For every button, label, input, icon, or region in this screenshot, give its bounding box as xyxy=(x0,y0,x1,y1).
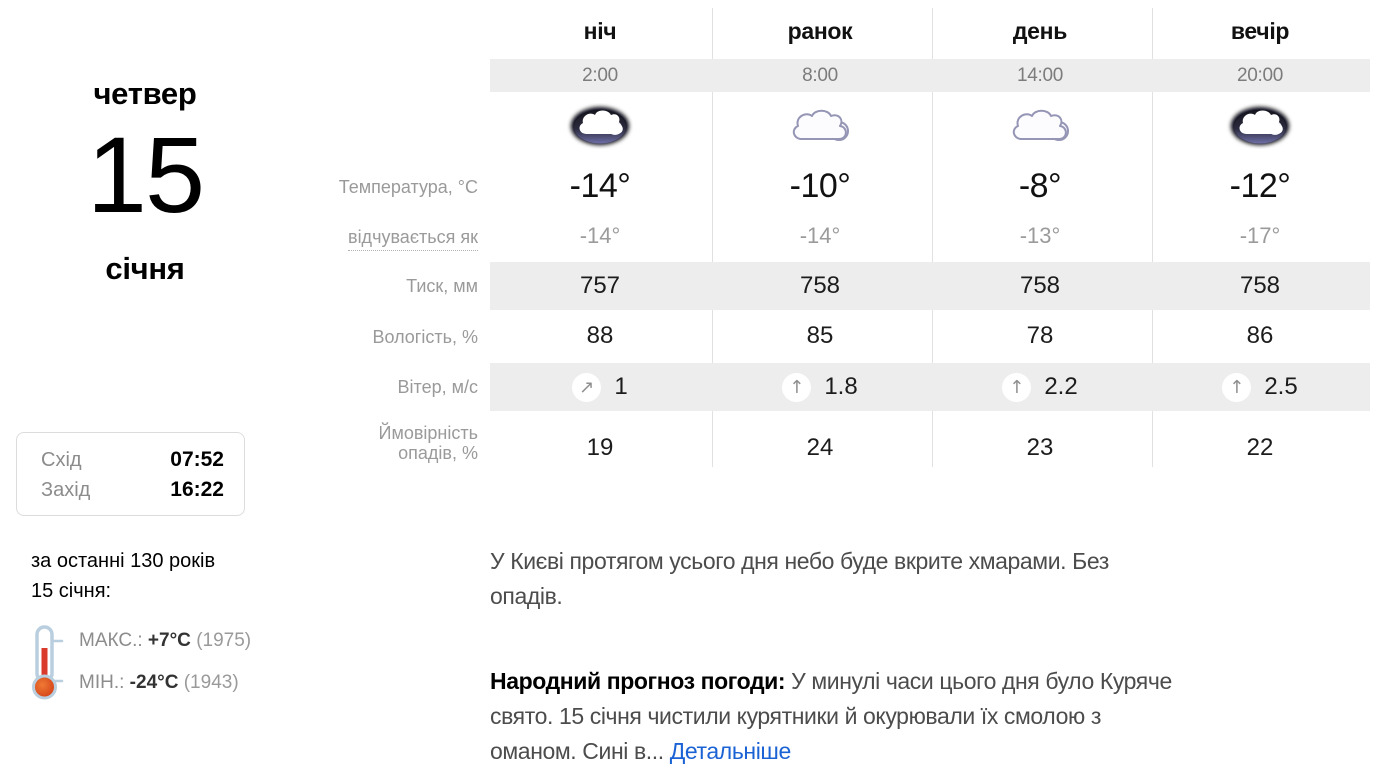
thermometer-icon xyxy=(27,624,65,702)
time-cell: 20:00 xyxy=(1236,65,1284,86)
period-cell-night: ніч xyxy=(583,18,617,44)
temperature-cell: -14° xyxy=(569,167,631,205)
time-cell: 2:00 xyxy=(582,65,618,86)
record-max-year: (1975) xyxy=(196,630,252,651)
date-panel xyxy=(0,78,290,284)
details-link[interactable]: Детальніше xyxy=(669,738,791,764)
folk-forecast-line2: свято. 15 січня чистили курятники й окурювали їх смолою з xyxy=(490,703,1101,729)
records-intro-line2: 15 січня: xyxy=(31,580,112,602)
folk-forecast-label: Народний прогноз погоди: xyxy=(490,668,786,694)
historical-records xyxy=(31,546,251,714)
precipitation-cell: 24 xyxy=(806,434,834,461)
precipitation-row-label-line2: опадів, % xyxy=(398,443,478,463)
sunset-label: Захід xyxy=(41,479,91,501)
pressure-cell: 758 xyxy=(1019,272,1061,299)
record-max-label: МАКС.: xyxy=(79,630,143,651)
precipitation-row xyxy=(490,411,1370,468)
period-cell-morning: ранок xyxy=(787,18,853,44)
wind-cell xyxy=(490,363,710,411)
record-min-label: МІН.: xyxy=(79,672,125,693)
precipitation-cell: 23 xyxy=(1026,434,1054,461)
day-number: 15 xyxy=(86,114,204,235)
humidity-row-label: Вологість, % xyxy=(372,327,478,347)
wind-cell xyxy=(1150,363,1370,411)
wind-direction-badge xyxy=(1002,373,1031,402)
record-min-value: -24°C xyxy=(129,672,179,693)
temperature-row xyxy=(490,160,1370,215)
wind-direction-icon: ↑ xyxy=(1009,376,1025,398)
weekday-label: четвер xyxy=(93,76,197,111)
period-row xyxy=(490,0,1370,59)
feels-like-cell: -14° xyxy=(579,223,621,248)
records-intro-line1: за останні 130 років xyxy=(31,550,216,572)
wind-direction-icon: ↗ xyxy=(579,376,595,398)
record-rows xyxy=(31,630,251,693)
feels-like-row xyxy=(490,215,1370,262)
feels-like-cell: -13° xyxy=(1019,223,1061,248)
pressure-row-label: Тиск, мм xyxy=(406,276,478,296)
feels-like-cell: -14° xyxy=(799,223,841,248)
wind-speed-value: 2.2 xyxy=(1044,373,1078,400)
temperature-row-label: Температура, °С xyxy=(338,177,478,197)
day-summary-line2: опадів. xyxy=(490,583,563,609)
record-min-year: (1943) xyxy=(183,672,239,693)
pressure-row xyxy=(490,262,1370,310)
humidity-cell: 88 xyxy=(586,322,614,349)
wind-row xyxy=(490,363,1370,411)
folk-forecast-line1 xyxy=(490,664,1395,699)
humidity-cell: 85 xyxy=(806,322,834,349)
time-cell: 8:00 xyxy=(802,65,838,86)
wind-speed-value: 1 xyxy=(614,373,628,400)
period-cell-evening: вечір xyxy=(1230,18,1290,44)
folk-forecast-line3 xyxy=(490,734,1395,769)
day-summary-text xyxy=(490,544,1395,614)
wind-direction-icon: ↑ xyxy=(789,376,805,398)
humidity-cell: 86 xyxy=(1246,322,1274,349)
humidity-row xyxy=(490,310,1370,363)
wind-direction-icon: ↑ xyxy=(1229,376,1245,398)
humidity-cell: 78 xyxy=(1026,322,1054,349)
precipitation-cell: 19 xyxy=(586,434,614,461)
sunrise-time: 07:52 xyxy=(170,448,224,471)
pressure-cell: 757 xyxy=(579,272,621,299)
weather-icon xyxy=(490,92,710,160)
time-row xyxy=(490,59,1370,92)
record-min-row xyxy=(79,672,251,693)
wind-direction-badge xyxy=(1222,373,1251,402)
day-cloud-icon xyxy=(1007,106,1073,146)
weather-icon xyxy=(710,92,930,160)
temperature-cell: -12° xyxy=(1229,167,1291,205)
pressure-cell: 758 xyxy=(1239,272,1281,299)
sunrise-sunset-box xyxy=(16,432,245,516)
sunset-row xyxy=(41,475,224,505)
night-cloud-icon xyxy=(1224,100,1296,152)
wind-direction-badge xyxy=(572,373,601,402)
wind-speed-value: 1.8 xyxy=(824,373,858,400)
precipitation-cell: 22 xyxy=(1246,434,1274,461)
wind-row-label: Вітер, м/с xyxy=(397,377,478,397)
wind-speed-value: 2.5 xyxy=(1264,373,1298,400)
sunset-time: 16:22 xyxy=(170,478,224,501)
time-cell: 14:00 xyxy=(1016,65,1064,86)
weather-icon xyxy=(930,92,1150,160)
folk-forecast-line3-rest: оманом. Сині в... xyxy=(490,738,670,764)
sunrise-label: Схід xyxy=(41,449,82,471)
weather-icon xyxy=(1150,92,1370,160)
forecast-table xyxy=(490,0,1370,468)
records-intro xyxy=(31,546,251,606)
feels-like-row-label[interactable] xyxy=(250,227,478,251)
month-label: січня xyxy=(105,251,185,286)
feels-like-cell: -17° xyxy=(1239,223,1281,248)
wind-cell xyxy=(710,363,930,411)
precipitation-row-label xyxy=(250,423,478,463)
wind-cell xyxy=(930,363,1150,411)
temperature-cell: -10° xyxy=(789,167,851,205)
day-summary-line1: У Києві протягом усього дня небо буде вкрите хмарами. Без xyxy=(490,548,1109,574)
folk-forecast-text xyxy=(490,664,1395,769)
wind-direction-badge xyxy=(782,373,811,402)
temperature-cell: -8° xyxy=(1018,167,1062,205)
precipitation-row-label-line1: Ймовірність xyxy=(378,423,478,443)
night-cloud-icon xyxy=(564,100,636,152)
weather-icon-row xyxy=(490,92,1370,160)
folk-forecast-line1-rest: У минулі часи цього дня було Куряче xyxy=(785,668,1172,694)
record-max-row xyxy=(79,630,251,651)
sunrise-row xyxy=(41,445,224,475)
period-cell-day: день xyxy=(1012,18,1068,44)
pressure-cell: 758 xyxy=(799,272,841,299)
record-max-value: +7°C xyxy=(147,630,191,651)
feels-like-row-label-text[interactable]: відчувається як xyxy=(348,227,478,251)
day-cloud-icon xyxy=(787,106,853,146)
